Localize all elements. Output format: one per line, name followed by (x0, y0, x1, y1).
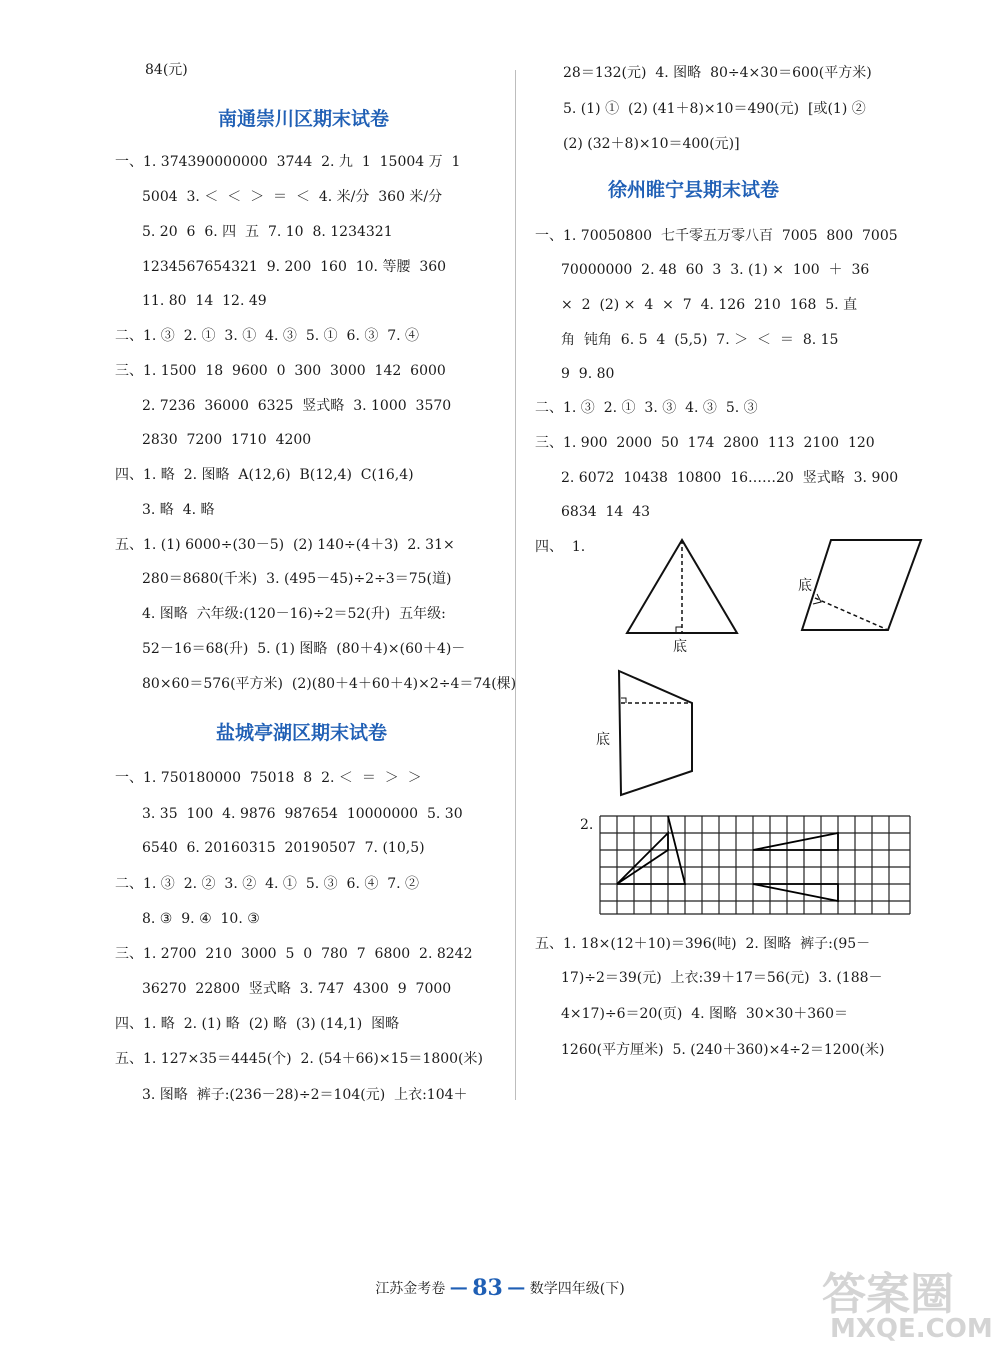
watermark-logo: 答案圈 (822, 1269, 954, 1320)
answer-line: 3. 图略 裤子:(236－28)÷2＝104(元) 上衣:104＋ (142, 1087, 468, 1103)
answer-line: 四、1. 略 2. 图略 A(12,6) B(12,4) C(16,4) (115, 467, 414, 483)
answer-line: (2) (32＋8)×10＝400(元)] (563, 136, 740, 152)
answer-line: 三、1. 900 2000 50 174 2800 113 2100 120 (535, 435, 875, 451)
grid-figure (600, 816, 910, 914)
answer-line: 2. 6072 10438 10800 16……20 竖式略 3. 900 (561, 470, 899, 486)
answer-line: 三、1. 2700 210 3000 5 0 780 7 6800 2. 8242 (115, 946, 473, 962)
answer-line: 四、1. 略 2. (1) 略 (2) 略 (3) (14,1) 图略 (115, 1016, 400, 1032)
answer-line: 80×60＝576(平方米) (2)(80＋4＋60＋4)×2÷4＝74(棵) (142, 676, 517, 692)
answer-line: 3. 35 100 4. 9876 987654 10000000 5. 30 (142, 806, 463, 822)
trapezoid-shape (619, 671, 692, 795)
answer-line: 三、1. 1500 18 9600 0 300 3000 142 6000 (115, 363, 446, 379)
question-4-label: 四、 1. (535, 539, 586, 555)
question-4-part-2-label: 2. (580, 817, 594, 833)
answer-line: 一、1. 70050800 七千零五万零八百 7005 800 7005 (535, 228, 898, 244)
grid-shapes (617, 816, 838, 901)
answer-line: 二、1. ③ 2. ② 3. ② 4. ① 5. ③ 6. ④ 7. ② (115, 876, 420, 892)
answer-line: 五、1. (1) 6000÷(30－5) (2) 140÷(4＋3) 2. 31× (115, 537, 455, 553)
base-label: 底 (798, 578, 812, 594)
parallelogram-figure (802, 540, 921, 630)
answer-line: 9 9. 80 (561, 366, 615, 382)
answer-line: 2830 7200 1710 4200 (142, 432, 312, 448)
parallelogram-altitude (815, 598, 888, 630)
grid-triangle-left (617, 833, 668, 884)
footer-dash: — (449, 1277, 468, 1298)
answer-line: 28＝132(元) 4. 图略 80÷4×30＝600(平方米) (563, 65, 872, 81)
answer-line: 70000000 2. 48 60 3 3. (1) × 100 ＋ 36 (561, 262, 870, 278)
answer-line: 一、1. 750180000 75018 8 2. ＜ ＝ ＞ ＞ (115, 770, 422, 786)
answer-line: 17)÷2＝39(元) 上衣:39＋17＝56(元) 3. (188－ (561, 970, 883, 986)
grid-triangle-bottom-right (753, 884, 838, 901)
answer-line: 5. (1) ① (2) (41＋8)×10＝490(元) [或(1) ② (563, 101, 866, 117)
answer-line: 五、1. 127×35＝4445(个) 2. (54＋66)×15＝1800(米) (115, 1051, 483, 1067)
grid-triangle-top-right (753, 833, 838, 850)
answer-line: 4. 图略 六年级:(120－16)÷2＝52(升) 五年级: (142, 606, 446, 622)
section-title: 徐州睢宁县期末试卷 (608, 179, 780, 201)
subject-label: 数学四年级(下) (529, 1281, 625, 1297)
watermark-url: MXQE.COM (830, 1314, 993, 1344)
answer-line: 5. 20 6 6. 四 五 7. 10 8. 1234321 (142, 224, 393, 240)
answer-line: 6834 14 43 (561, 504, 651, 520)
answer-line: 一、1. 374390000000 3744 2. 九 1 15004 万 1 (115, 154, 461, 170)
answer-line: × 2 (2) × 4 × 7 4. 126 210 168 5. 直 (561, 297, 858, 313)
answer-line: 6540 6. 20160315 20190507 7. (10,5) (142, 840, 425, 856)
parallelogram-shape (802, 540, 921, 630)
answer-line: 二、1. ③ 2. ① 3. ① 4. ③ 5. ① 6. ③ 7. ④ (115, 328, 420, 344)
book-title: 江苏金考卷 (375, 1281, 446, 1297)
answer-line: 1234567654321 9. 200 160 10. 等腰 360 (142, 259, 447, 275)
trapezoid-figure (619, 671, 692, 795)
answer-line: 2. 7236 36000 6325 竖式略 3. 1000 3570 (142, 398, 452, 414)
base-label: 底 (673, 639, 687, 655)
section-title: 南通崇川区期末试卷 (218, 108, 390, 130)
answer-line: 52－16＝68(升) 5. (1) 图略 (80＋4)×(60＋4)－ (142, 641, 466, 657)
answer-line: 3. 略 4. 略 (142, 502, 215, 518)
triangle-figure (627, 540, 737, 633)
page-number: 83 (472, 1275, 503, 1301)
answer-line: 280＝8680(千米) 3. (495－45)÷2÷3＝75(道) (142, 571, 452, 587)
answer-line: 36270 22800 竖式略 3. 747 4300 9 7000 (142, 981, 452, 997)
answer-line: 4×17)÷6＝20(页) 4. 图略 30×30＋360＝ (561, 1006, 848, 1022)
answer-line: 11. 80 14 12. 49 (142, 293, 267, 309)
answer-line: 8. ③ 9. ④ 10. ③ (142, 911, 260, 927)
base-label: 底 (596, 732, 610, 748)
answer-line: 二、1. ③ 2. ① 3. ③ 4. ③ 5. ③ (535, 400, 758, 416)
answer-line: 五、1. 18×(12＋10)＝396(吨) 2. 图略 裤子:(95－ (535, 936, 871, 952)
answer-line: 角 钝角 6. 5 4 (5,5) 7. ＞ ＜ ＝ 8. 15 (561, 332, 839, 348)
section-title: 盐城亭湖区期末试卷 (216, 722, 388, 744)
footer-dash: — (507, 1277, 526, 1298)
top-line: 84(元) (145, 62, 188, 78)
answer-line: 5004 3. ＜ ＜ ＞ ＝ ＜ 4. 米/分 360 米/分 (142, 189, 443, 205)
answer-line: 1260(平方厘米) 5. (240＋360)×4÷2＝1200(米) (561, 1042, 885, 1058)
